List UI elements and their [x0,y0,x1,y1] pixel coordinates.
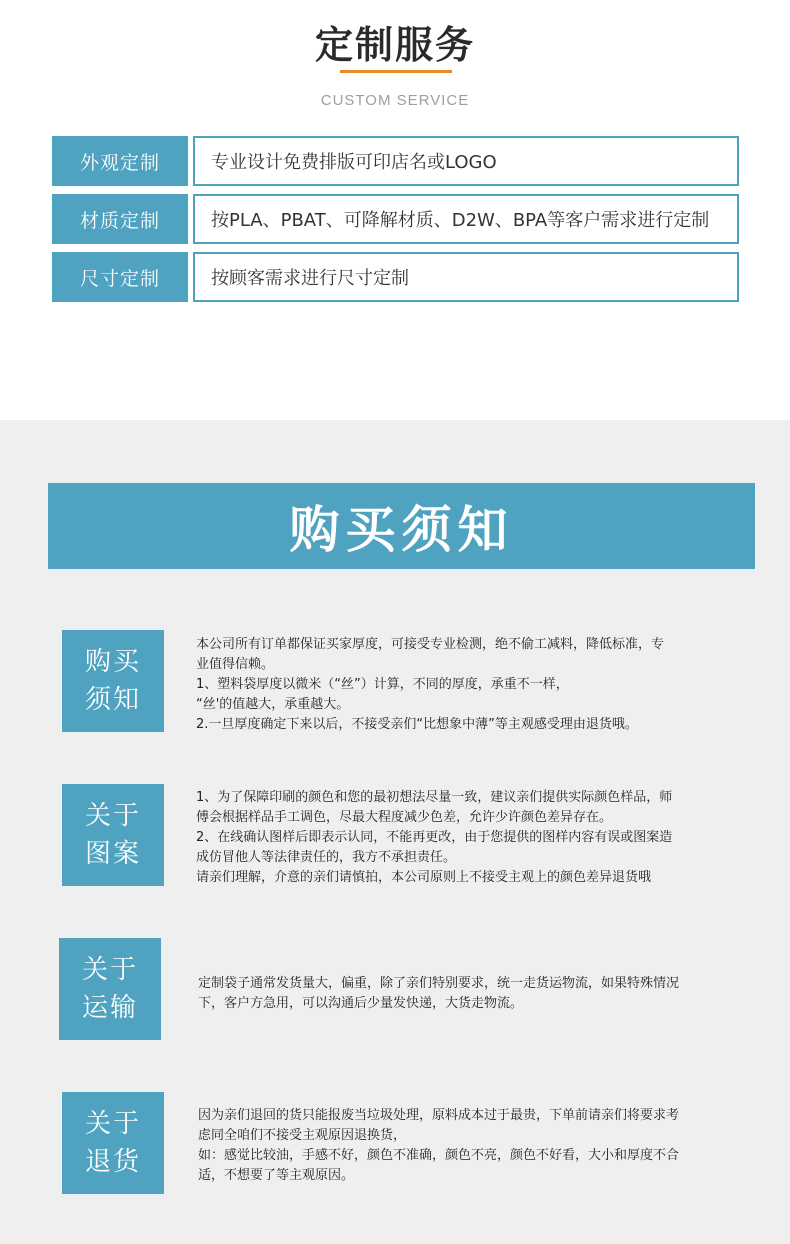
notice-label-purchase [62,630,164,732]
notice-text-purchase [196,635,748,735]
service-row-label: 尺寸定制 [52,252,188,302]
notice-label-line: 关于 [81,955,138,985]
notice-line: 虑同全咱们不接受主观原因退换货， [198,1128,407,1143]
notice-line: 1、塑料袋厚度以微米（“丝”）计算，不同的厚度，承重不一样， [196,677,569,692]
notice-text-pattern [196,788,748,888]
service-row-appearance [52,136,740,186]
section-title: 定制服务 [314,23,475,67]
notice-label-line: 须知 [84,685,141,715]
service-row-size [52,252,740,302]
notice-label-line: 图案 [84,839,141,869]
notice-line: “丝'的值越大，承重越大。 [196,697,350,712]
service-row-label: 材质定制 [52,194,188,244]
notice-line: 2.一旦厚度确定下来以后，不接受亲们“比想象中薄”等主观感受理由退货哦。 [196,717,638,732]
notice-label-line: 运输 [81,993,138,1023]
notice-line: 因为亲们退回的货只能报废当垃圾处理，原料成本过于最贵，下单前请亲们将要求考 [198,1108,680,1123]
notice-label-line: 关于 [84,1109,141,1139]
notice-line: 成仿冒他人等法律责任的，我方不承担责任。 [196,850,457,865]
notice-banner: 购买须知 [48,483,755,569]
notice-line: 本公司所有订单都保证买家厚度，可接受专业检测，绝不偷工减料，降低标准，专 [196,637,665,652]
notice-label-pattern [62,784,164,886]
notice-line: 定制袋子通常发货量大，偏重，除了亲们特别要求，统一走货运物流，如果特殊情况 [198,976,680,991]
notice-label-shipping [59,938,161,1040]
notice-label-line: 购买 [84,647,141,677]
service-row-value: 按PLA、PBAT、可降解材质、D2W、BPA等客户需求进行定制 [193,194,739,244]
title-underline [340,70,452,73]
notice-line: 傅会根据样品手工调色，尽最大程度减少色差，允许少许颜色差异存在。 [196,810,613,825]
notice-line: 如：感觉比较油，手感不好，颜色不准确，颜色不亮，颜色不好看，大小和厚度不合 [198,1148,680,1163]
notice-line: 适，不想要了等主观原因。 [198,1168,355,1183]
notice-label-return [62,1092,164,1194]
service-row-value: 专业设计免费排版可印店名或LOGO [193,136,739,186]
notice-line: 1、为了保障印刷的颜色和您的最初想法尽量一致，建议亲们提供实际颜色样品，师 [196,790,673,805]
service-row-value: 按顾客需求进行尺寸定制 [193,252,739,302]
notice-label-line: 关于 [84,801,141,831]
notice-line: 业值得信赖。 [196,657,275,672]
notice-line: 下，客户方急用，可以沟通后少量发快递，大货走物流。 [198,996,524,1011]
notice-text-return [198,1106,750,1186]
service-row-label: 外观定制 [52,136,188,186]
notice-text-shipping [198,974,750,1014]
notice-line: 2、在线确认图样后即表示认同，不能再更改，由于您提供的图样内容有误或图案造 [196,830,673,845]
section-subtitle: CUSTOM SERVICE [320,92,470,109]
service-row-material [52,194,740,244]
notice-line: 请亲们理解，介意的亲们请慎拍，本公司原则上不接受主观上的颜色差异退货哦 [196,870,652,885]
notice-label-line: 退货 [84,1147,141,1177]
custom-service-section [0,0,790,420]
